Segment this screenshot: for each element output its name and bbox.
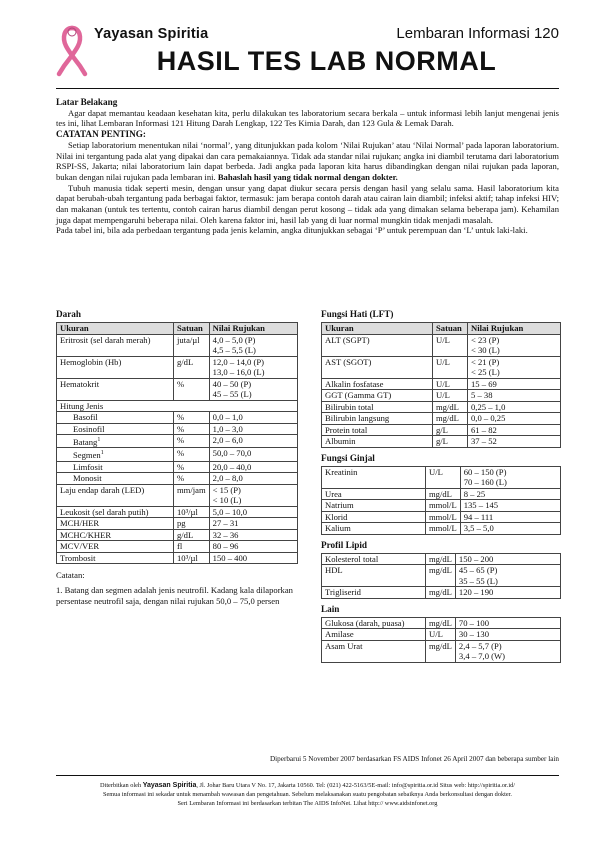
table-row	[322, 511, 561, 523]
col-unit: Satuan	[433, 323, 468, 335]
cell-measure: Glukosa (darah, puasa)	[322, 617, 426, 629]
footer-series-note: Seri Lembaran Informasi ini berdasarkan terbitan The AIDS InfoNet. Lihat http:// www.aidsinfonet.org	[177, 800, 438, 807]
background-heading: Latar Belakang	[56, 97, 118, 107]
cell-ref	[209, 541, 297, 553]
table-row	[322, 500, 561, 512]
cell-measure: HDL	[322, 565, 426, 587]
table-row	[322, 523, 561, 535]
cell-measure: Leukosit (sel darah putih)	[57, 506, 174, 518]
cell-unit: mg/dL	[426, 640, 456, 662]
col-ref: Nilai Rujukan	[209, 323, 297, 335]
ref-value: 5 – 38	[471, 390, 493, 400]
cell-measure: MCH/HER	[57, 518, 174, 530]
cell-ref	[468, 401, 561, 413]
cell-unit: 10³/µl	[174, 552, 210, 564]
table-row	[57, 378, 298, 400]
ref-value: < 15 (P)	[212, 484, 241, 495]
cell-ref	[460, 523, 560, 535]
cell-measure: Asam Urat	[322, 640, 426, 662]
cell-unit: U/L	[426, 629, 456, 641]
cell-ref	[209, 552, 297, 564]
table-row	[57, 356, 298, 378]
table-row	[57, 541, 298, 553]
cell-measure: Amilase	[322, 629, 426, 641]
header-divider	[56, 88, 559, 89]
background-text: Agar dapat memantau keadaan kesehatan kita, perlu dilakukan tes laboratorium secara berkala – untuk informasi lebih lanjut mengenai jenis tes ini, lihat Lembaran Informasi 121 Hitung Darah Lengkap, 122 Tes Kimia Darah, dan 123 Gula & Lemak Darah.	[56, 107, 559, 129]
cell-ref	[468, 424, 561, 436]
footer-disclaimer: Semua informasi ini sekadar untuk menambah wawasan dan pengetahuan. Sebelum melaksanakan suatu pengobatan sebaiknya Anda berkonsultasi dengan dokter.	[102, 791, 512, 798]
darah-notes	[56, 570, 298, 606]
cell-measure: Segmen$^1$	[57, 448, 174, 461]
ref-value: 0,0 – 1,0	[212, 412, 243, 422]
page-title: HASIL TES LAB NORMAL	[156, 46, 497, 76]
ref-value: 2,0 – 8,0	[212, 473, 243, 484]
col-ref: Nilai Rujukan	[468, 323, 561, 335]
table-row	[322, 413, 561, 425]
table-row	[322, 424, 561, 436]
cell-measure: Eritrosit (sel darah merah)	[57, 334, 174, 356]
cell-ref	[460, 500, 560, 512]
cell-ref	[209, 473, 297, 485]
spiritia-ribbon-logo	[52, 22, 92, 78]
ref-value: < 10 (L)	[212, 495, 242, 506]
cell-ref	[468, 378, 561, 390]
table-row	[322, 356, 561, 378]
cell-measure: Albumin	[322, 436, 433, 448]
cell-unit: %	[174, 461, 210, 473]
cell-measure: AST (SGOT)	[322, 356, 433, 378]
ref-value: 150 – 200	[458, 553, 494, 564]
cell-ref	[460, 511, 560, 523]
ref-value: < 30 (L)	[471, 345, 500, 355]
cell-unit: %	[174, 473, 210, 485]
table-header-row	[322, 323, 561, 335]
cell-unit: %	[174, 378, 210, 400]
cell-measure: GGT (Gamma GT)	[322, 390, 433, 402]
cell-ref	[209, 484, 297, 506]
table-row	[322, 334, 561, 356]
ref-value: 4,0 – 5,0 (P)	[212, 334, 256, 345]
cell-unit: g/L	[433, 424, 468, 436]
lipid-heading: Profil Lipid	[321, 539, 368, 550]
cell-ref	[468, 390, 561, 402]
table-row	[322, 629, 561, 641]
cell-unit: U/L	[433, 390, 468, 402]
note-paragraph-3: Pada tabel ini, bila ada perbedaan tergantung pada jenis kelamin, angka ditunjukkan sebagai ‘P’ untuk perempuan dan ‘L’ untuk laki-laki.	[56, 225, 528, 236]
table-row	[57, 506, 298, 518]
right-column	[321, 309, 561, 663]
footer-address-line: Diterbitkan oleh Yayasan Spiritia, Jl. Johar Baru Utara V No. 17, Jakarta 10560. Tel: (021) 422-5163/5E-mail: info@spiritia.or.id Situs web: http://spiritia.or.id/	[100, 782, 515, 789]
table-row	[322, 640, 561, 662]
cell-unit: mm/jam	[174, 484, 210, 506]
ref-value: 80 – 96	[212, 541, 239, 552]
cell-ref	[209, 412, 297, 424]
ref-value: < 25 (L)	[471, 367, 500, 377]
table-row	[57, 423, 298, 435]
cell-ref	[455, 553, 560, 565]
ref-value: 20,0 – 40,0	[212, 461, 252, 472]
cell-measure: Natrium	[322, 500, 426, 512]
update-credit: Diperbarui 5 November 2007 berdasarkan FS AIDS Infonet 26 April 2007 dan beberapa sumber lain	[269, 755, 559, 763]
cell-unit: g/L	[433, 436, 468, 448]
lain-table	[321, 617, 561, 663]
cell-ref	[455, 617, 560, 629]
table-row	[57, 518, 298, 530]
cell-unit: U/L	[426, 466, 461, 488]
ref-value: 70 – 100	[458, 617, 489, 628]
hati-table	[321, 322, 561, 448]
cell-unit: juta/µl	[174, 334, 210, 356]
cell-unit: 10³/µl	[174, 506, 210, 518]
table-row	[322, 553, 561, 565]
cell-ref	[468, 436, 561, 448]
table-row	[57, 400, 298, 412]
footer-org-name: Yayasan Spiritia	[142, 782, 197, 789]
note-paragraph-2: Tubuh manusia tidak seperti mesin, dengan unsur yang dapat diukur secara persis dengan hasil yang selalu sama. Hasil laboratorium kita dapat berubah-ubah tergantung pada berbagai faktor, termasuk: jam berapa contoh darah atau cairan lain diambil; infeksi aktif; tahap infeksi HIV; dan makanan (untuk tes tertentu, contoh cairan harus diambil dengan perut kosong – tidak ada yang dimakan selama beberapa jam). Kehamilan juga dapat mempengaruhi beberapa nilai. Oleh karena faktor ini, hasil lab yang di luar normal mungkin tidak menjadi masalah.	[56, 182, 559, 225]
col-unit: Satuan	[174, 323, 210, 335]
ref-value: 2,4 – 5,7 (P)	[458, 640, 502, 651]
cell-measure: Monosit	[57, 473, 174, 485]
intro-section	[56, 97, 559, 236]
table-row	[322, 378, 561, 390]
ref-value: 15 – 69	[471, 378, 497, 389]
ref-value: < 23 (P)	[471, 334, 500, 345]
darah-heading: Darah	[56, 309, 82, 319]
cell-ref	[468, 334, 561, 356]
cell-ref	[468, 356, 561, 378]
cell-ref	[209, 461, 297, 473]
hati-heading: Fungsi Hati (LFT)	[321, 309, 394, 319]
cell-ref	[460, 488, 560, 500]
cell-measure: MCV/VER	[57, 541, 174, 553]
cell-ref	[209, 529, 297, 541]
ref-value: 135 – 145	[463, 500, 499, 510]
table-row	[57, 484, 298, 506]
left-column	[56, 309, 298, 606]
cell-measure: Klorid	[322, 511, 426, 523]
col-measure: Ukuran	[57, 323, 174, 335]
cell-unit: g/dL	[174, 529, 210, 541]
table-row	[322, 436, 561, 448]
cell-unit: pg	[174, 518, 210, 530]
table-row	[57, 473, 298, 485]
table-row	[57, 412, 298, 424]
cell-measure: Bilirubin langsung	[322, 413, 433, 425]
cell-ref	[209, 378, 297, 400]
cell-ref	[455, 587, 560, 599]
cell-unit: mg/dL	[426, 488, 461, 500]
cell-unit: mmol/L	[426, 500, 461, 512]
cell-ref	[209, 423, 297, 435]
cell-ref	[468, 413, 561, 425]
cell-unit: U/L	[433, 378, 468, 390]
table-row	[322, 390, 561, 402]
darah-table	[56, 322, 298, 564]
ref-value: 5,0 – 10,0	[212, 506, 248, 517]
ref-value: 0,25 – 1,0	[471, 401, 506, 412]
cell-ref	[209, 334, 297, 356]
ref-value: 35 – 55 (L)	[458, 575, 498, 586]
cell-unit: %	[174, 423, 210, 435]
table-row	[322, 488, 561, 500]
ref-value: 0,0 – 0,25	[471, 413, 506, 423]
lipid-table	[321, 553, 561, 599]
cell-measure: Protein total	[322, 424, 433, 436]
cell-unit: %	[174, 412, 210, 424]
cell-ref	[460, 466, 560, 488]
cell-measure: ALT (SGPT)	[322, 334, 433, 356]
ref-value: < 21 (P)	[471, 356, 500, 367]
table-row	[57, 552, 298, 564]
cell-ref	[209, 448, 297, 461]
cell-measure: Laju endap darah (LED)	[57, 484, 174, 506]
ref-value: 30 – 130	[458, 629, 489, 639]
cell-measure: Bilirubin total	[322, 401, 433, 413]
table-row	[57, 461, 298, 473]
ref-value: 12,0 – 14,0 (P)	[212, 356, 264, 367]
ref-value: 1,0 – 3,0	[212, 423, 243, 434]
ref-value: 37 – 52	[471, 436, 497, 446]
table-row	[322, 401, 561, 413]
cell-measure: MCHC/KHER	[57, 529, 174, 541]
lain-heading: Lain	[321, 603, 340, 614]
cell-ref	[455, 565, 560, 587]
table-row	[322, 587, 561, 599]
cell-measure: Trombosit	[57, 552, 174, 564]
cell-measure: Hemoglobin (Hb)	[57, 356, 174, 378]
cell-measure: Basofil	[57, 412, 174, 424]
table-row	[322, 466, 561, 488]
cell-ref	[455, 629, 560, 641]
cell-measure: Eosinofil	[57, 423, 174, 435]
ref-value: 4,5 – 5,5 (L)	[212, 345, 256, 355]
table-row	[57, 448, 298, 461]
notes-text: 1. Batang dan segmen adalah jenis neutrofil. Kadang kala dilaporkan persentase neutrofil saja, dengan nilai rujukan 50,0 – 75,0 persen	[56, 584, 293, 606]
ref-value: 13,0 – 16,0 (L)	[212, 367, 265, 377]
cell-measure: Limfosit	[57, 461, 174, 473]
cell-unit: mg/dL	[426, 553, 456, 565]
footnote-marker: 1	[100, 450, 104, 457]
ref-value: 60 – 150 (P)	[463, 466, 507, 477]
footer	[56, 781, 559, 808]
hitung-jenis-label: Hitung Jenis	[57, 400, 174, 412]
ref-value: 150 – 400	[212, 552, 248, 563]
cell-unit: mg/dL	[426, 565, 456, 587]
cell-unit: mg/dL	[433, 413, 468, 425]
cell-unit: mg/dL	[433, 401, 468, 413]
footer-divider	[56, 775, 559, 776]
ref-value: 27 – 31	[212, 518, 239, 529]
cell-unit: mg/dL	[426, 617, 456, 629]
ref-value: 40 – 50 (P)	[212, 378, 252, 389]
cell-ref	[209, 435, 297, 448]
table-row	[57, 334, 298, 356]
cell-measure: Kalium	[322, 523, 426, 535]
footnote-marker: 1	[97, 437, 101, 443]
cell-measure: Urea	[322, 488, 426, 500]
ref-value: 8 – 25	[463, 488, 486, 499]
table-row	[322, 617, 561, 629]
ref-value: 3,5 – 5,0	[463, 523, 494, 533]
cell-measure: Batang$^1$	[57, 435, 174, 448]
cell-unit: mmol/L	[426, 511, 461, 523]
cell-unit: %	[174, 448, 210, 461]
ref-value: 2,0 – 6,0	[212, 435, 243, 445]
series-label: Lembaran Informasi 120	[396, 25, 559, 42]
ref-value: 3,4 – 7,0 (W)	[458, 651, 505, 661]
cell-ref	[455, 640, 560, 662]
ref-value: 32 – 36	[212, 529, 239, 540]
notes-heading: Catatan:	[56, 570, 85, 581]
cell-measure: Hematokrit	[57, 378, 174, 400]
cell-unit: U/L	[433, 356, 468, 378]
cell-unit: mmol/L	[426, 523, 461, 535]
cell-unit: fl	[174, 541, 210, 553]
ref-value: 61 – 82	[471, 424, 497, 435]
ref-value: 70 – 160 (L)	[463, 477, 507, 487]
table-row	[57, 435, 298, 448]
table-row	[57, 529, 298, 541]
cell-measure: Kreatinin	[322, 466, 426, 488]
note-heading: CATATAN PENTING:	[56, 129, 146, 140]
cell-measure: Alkalin fosfatase	[322, 378, 433, 390]
ref-value: 45 – 55 (L)	[212, 389, 252, 399]
table-header-row	[57, 323, 298, 335]
note-bold-warning: Bahaslah hasil yang tidak normal dengan dokter.	[217, 171, 398, 182]
note-paragraph-1: Setiap laboratorium menentukan nilai ‘normal’, yang ditunjukkan pada kolom ‘Nilai Rujukan’ atau ‘Nilai Normal’ pada laporan laboratorium. Nilai ini tergantung pada alat yang dipakai dan cara pemakaiannya. Tidak ada standar nilai rujukan; angka ini diambil terutama dari laboratorium RSPI-SS, Jakarta; nilai laboratorium lain dapat berbeda. Jadi angka pada laporan kita harus dibandingkan dengan nilai rujukan pada laporan, bukan dengan nilai rujukan pada lembaran ini. Bahaslah hasil yang tidak normal dengan dokter.	[56, 139, 559, 182]
cell-ref	[209, 506, 297, 518]
cell-unit: mg/dL	[426, 587, 456, 599]
ginjal-heading: Fungsi Ginjal	[321, 452, 375, 463]
org-name: Yayasan Spiritia	[94, 26, 209, 42]
cell-ref	[209, 518, 297, 530]
ref-value: 45 – 65 (P)	[458, 565, 498, 575]
cell-unit: U/L	[433, 334, 468, 356]
cell-measure: Kolesterol total	[322, 553, 426, 565]
cell-unit: g/dL	[174, 356, 210, 378]
ref-value: 94 – 111	[463, 511, 494, 522]
table-row	[322, 565, 561, 587]
cell-ref	[209, 356, 297, 378]
ref-value: 120 – 190	[458, 587, 494, 597]
ginjal-table	[321, 466, 561, 535]
ref-value: 50,0 – 70,0	[212, 448, 252, 459]
cell-measure: Trigliserid	[322, 587, 426, 599]
col-measure: Ukuran	[322, 323, 433, 335]
cell-unit: %	[174, 435, 210, 448]
